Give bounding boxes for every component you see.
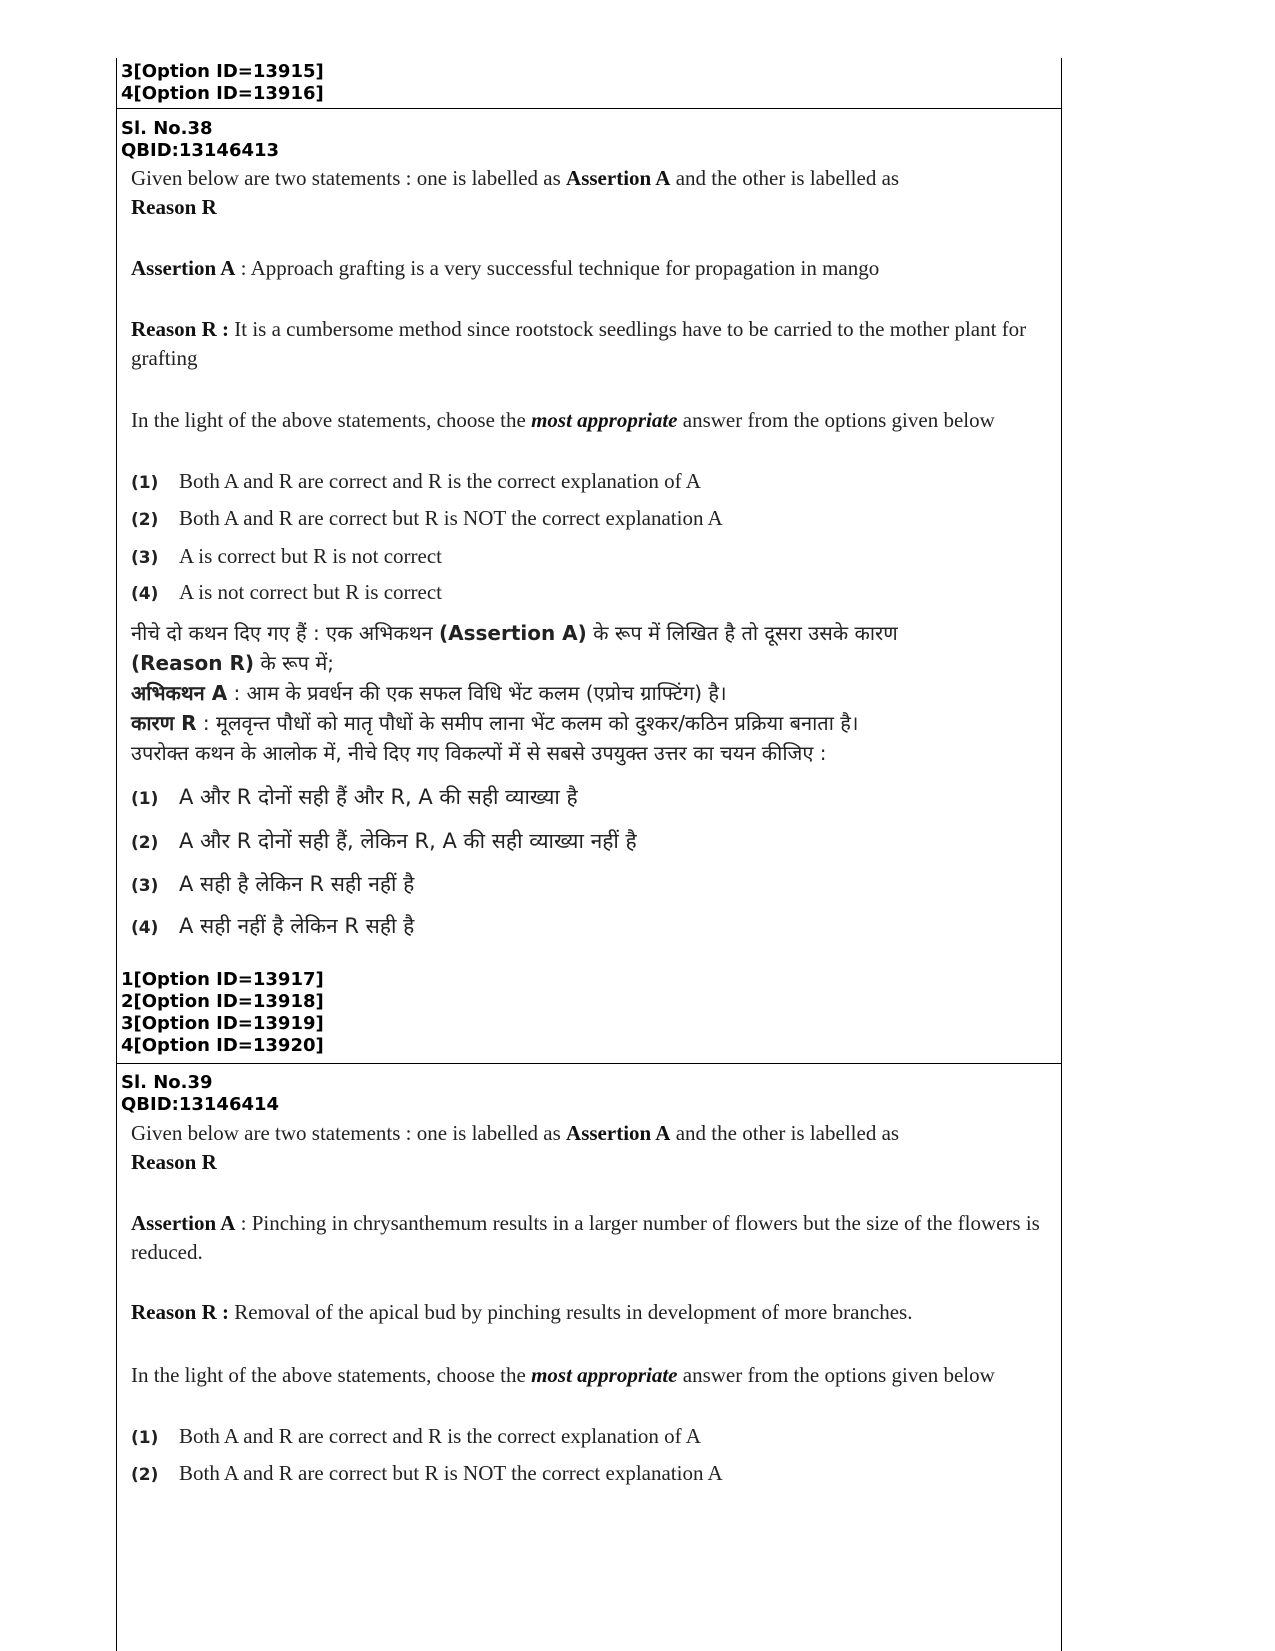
hindi-answer-option: (2) A और R दोनों सही हैं, लेकिन R, A की सही व्याख्या नहीं है (131, 829, 637, 853)
answer-option: (1) Both A and R are correct and R is the correct explanation of A (131, 469, 701, 493)
left-border (116, 58, 117, 1651)
question-intro: Given below are two statements : one is labelled as Assertion A and the other is labelled as Reason R (131, 166, 900, 219)
hindi-question-text: नीचे दो कथन दिए गए हैं : एक अभिकथन (Assertion A) के रूप में लिखित है तो दूसरा उसके कारण (Reason R) के रूप में; अभिकथन A : आम के प्रवर्धन की एक सफल विधि भेंट कलम (एप्रोच ग्राफ्टिंग) है। कारण R : मूलवृन्त पौधों को मातृ पौधों के समीप लाना भेंट कलम को दुश्कर/कठिन प्रक्रिया बनाता है। उपरोक्त कथन के आलोक में, नीचे दिए गए विकल्पों में से सबसे उपयुक्त उत्तर का चयन कीजिए : (131, 621, 898, 765)
option-id-line: 4[Option ID=13920] (121, 1035, 324, 1056)
assertion-statement: Assertion A : Approach grafting is a very successful technique for propagation in mango (131, 256, 880, 280)
question-divider (116, 108, 1062, 109)
serial-number: Sl. No.39 (121, 1072, 213, 1093)
hindi-answer-option: (4) A सही नहीं है लेकिन R सही है (131, 914, 415, 938)
serial-number: Sl. No.38 (121, 118, 213, 139)
hindi-answer-option: (3) A सही है लेकिन R सही नहीं है (131, 872, 415, 896)
question-divider (116, 1063, 1062, 1064)
reason-statement: Reason R : Removal of the apical bud by pinching results in development of more branches. (131, 1300, 913, 1324)
option-id-line: 2[Option ID=13918] (121, 991, 324, 1012)
hindi-answer-option: (1) A और R दोनों सही हैं और R, A की सही व्याख्या है (131, 785, 578, 809)
right-border (1061, 58, 1062, 1651)
assertion-statement: Assertion A : Pinching in chrysanthemum results in a larger number of flowers but the size of the flowers is reduced. (131, 1211, 1040, 1264)
answer-option: (2) Both A and R are correct but R is NOT the correct explanation A (131, 506, 723, 530)
answer-option: (1) Both A and R are correct and R is the correct explanation of A (131, 1424, 701, 1448)
option-id-line: 3[Option ID=13915] (121, 61, 324, 82)
document-page (116, 58, 1062, 1651)
reason-statement: Reason R : It is a cumbersome method since rootstock seedlings have to be carried to the mother plant for grafting (131, 317, 1027, 370)
answer-option: (4) A is not correct but R is correct (131, 580, 443, 604)
option-id-line: 4[Option ID=13916] (121, 83, 324, 104)
option-id-line: 1[Option ID=13917] (121, 969, 324, 990)
question-bank-id: QBID:13146413 (121, 140, 280, 161)
option-id-line: 3[Option ID=13919] (121, 1013, 324, 1034)
answer-option: (3) A is correct but R is not correct (131, 544, 443, 568)
question-intro: Given below are two statements : one is labelled as Assertion A and the other is labelled as Reason R (131, 1121, 900, 1174)
instruction-text: In the light of the above statements, choose the most appropriate answer from the options given below (131, 408, 995, 432)
question-bank-id: QBID:13146414 (121, 1094, 280, 1115)
answer-option: (2) Both A and R are correct but R is NOT the correct explanation A (131, 1461, 723, 1485)
instruction-text: In the light of the above statements, choose the most appropriate answer from the options given below (131, 1363, 995, 1387)
